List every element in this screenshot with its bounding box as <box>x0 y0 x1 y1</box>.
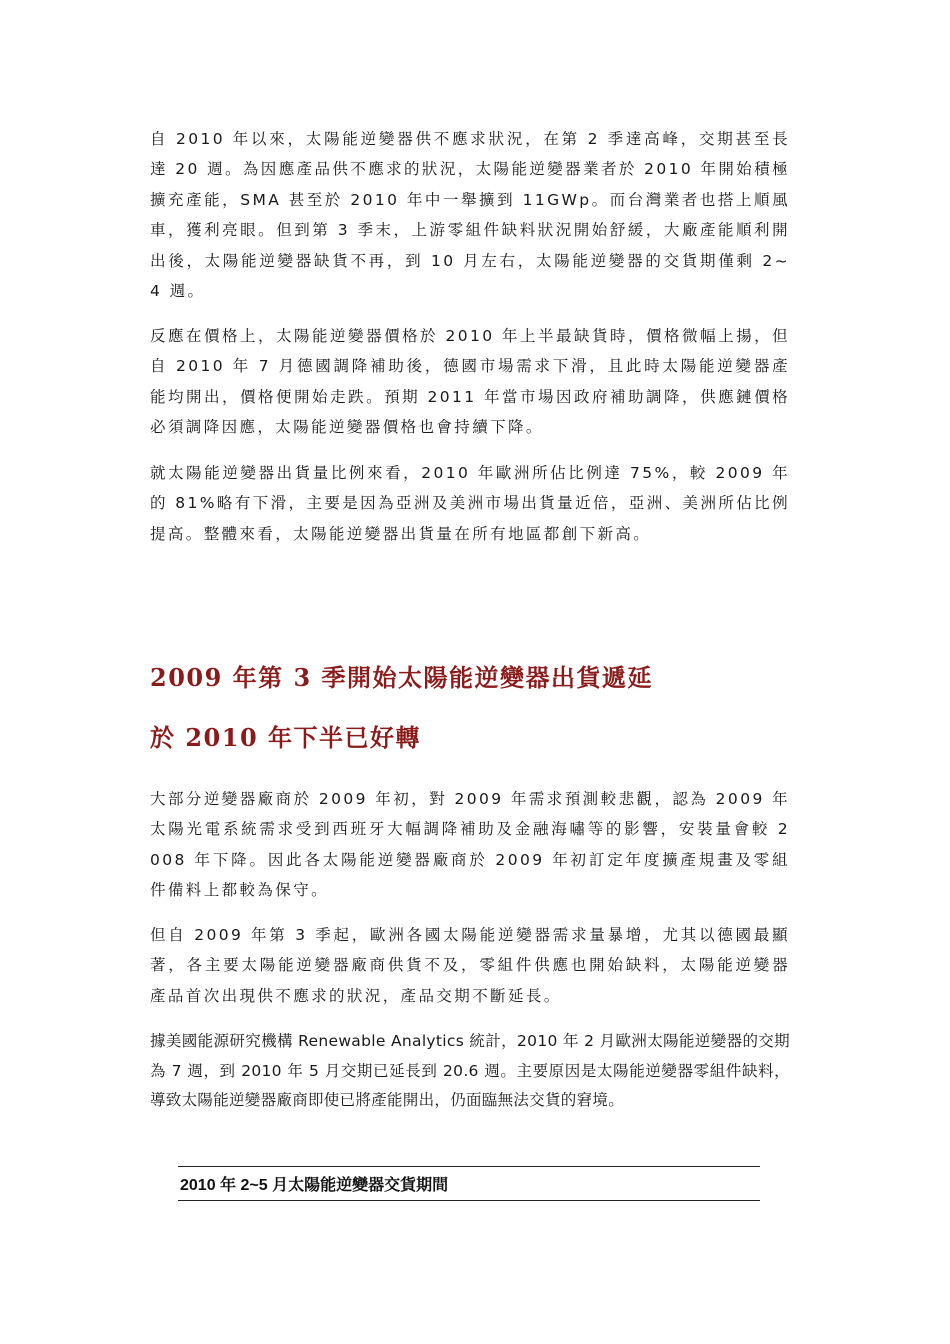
paragraph-supply-shortage: 自 2010 年以來，太陽能逆變器供不應求狀況，在第 2 季達高峰，交期甚至長達 20 週。為因應產品供不應求的狀況，太陽能逆變器業者於 2010 年開始積極擴充產能，SMA 甚至於 2010 年中一舉擴到 11GWp。而台灣業者也搭上順風車，獲利亮眼。但到第 3 季末，上游零組件缺料狀況開始舒緩，大廠產能順利開出後，太陽能逆變器缺貨不再，到 10 月左右，太陽能逆變器的交貨期僅剩 2~4 週。 <box>150 130 790 301</box>
paragraph-shipment-share: 就太陽能逆變器出貨量比例來看，2010 年歐洲所佔比例達 75%，較 2009 年的 81%略有下滑，主要是因為亞洲及美洲市場出貨量近倍，亞洲、美洲所佔比例提高。整體來看，太陽能逆變器出貨量在所有地區都創下新高。 <box>150 464 790 543</box>
table-caption-box <box>178 1166 760 1201</box>
paragraph-demand-surge: 但自 2009 年第 3 季起，歐洲各國太陽能逆變器需求量暴增，尤其以德國最顯著，各主要太陽能逆變器廠商供貨不及，零組件供應也開始缺料，太陽能逆變器產品首次出現供不應求的狀況，產品交期不斷延長。 <box>150 926 790 1005</box>
section-heading-line-1: 2009 年第 3 季開始太陽能逆變器出貨遞延 <box>150 663 654 692</box>
paragraph-lead-time-statistics: 據美國能源研究機構 Renewable Analytics 統計，2010 年 2 月歐洲太陽能逆變器的交期為 7 週，到 2010 年 5 月交期已延長到 20.6 週。主要原因是太陽能逆變器零組件缺料，導致太陽能逆變器廠商即使已將產能開出，仍面臨無法交貨的窘境。 <box>150 1032 790 1109</box>
paragraph-price-trend: 反應在價格上，太陽能逆變器價格於 2010 年上半最缺貨時，價格微幅上揚，但自 2010 年 7 月德國調降補助後，德國市場需求下滑，且此時太陽能逆變器產能均開出，價格便開始走跌。預期 2011 年當市場因政府補助調降，供應鏈價格必須調降因應，太陽能逆變器價格也會持續下降。 <box>150 327 790 437</box>
table-caption: 2010 年 2~5 月太陽能逆變器交貨期間 <box>180 1177 449 1194</box>
section-heading-line-2: 於 2010 年下半已好轉 <box>150 723 422 752</box>
paragraph-2009-forecast: 大部分逆變器廠商於 2009 年初，對 2009 年需求預測較悲觀，認為 2009 年太陽光電系統需求受到西班牙大幅調降補助及金融海嘯等的影響，安裝量會較 2008 年下降。因此各太陽能逆變器廠商於 2009 年初訂定年度擴產規畫及零組件備料上都較為保守。 <box>150 790 790 900</box>
